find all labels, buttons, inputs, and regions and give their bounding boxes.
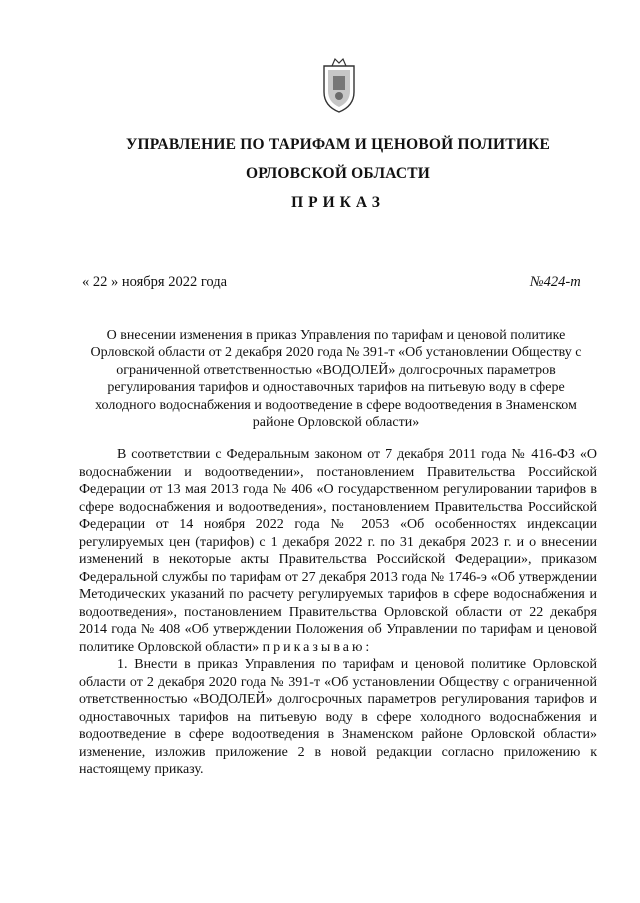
agency-name-line1: УПРАВЛЕНИЕ ПО ТАРИФАМ И ЦЕНОВОЙ ПОЛИТИКЕ bbox=[125, 136, 551, 153]
document-type: ПРИКАЗ bbox=[291, 194, 385, 211]
order-number: №424-т bbox=[530, 274, 581, 290]
item-1-paragraph: 1. Внести в приказ Управления по тарифам и ценовой политике Орловской области от 2 декабря 2020 года № 391-т «Об установлении Обществу с ограниченной ответственностью «ВОДОЛЕЙ» долгосрочных параметров регулирования тарифов и одноставочных тарифов на питьевую воду в сфере холодного водоснабжения и водоотведение в сфере водоотведения в Знаменском районе Орловской области» изменение, изложив приложение 2 в новой редакции согласно приложению к настоящему приказу. bbox=[79, 657, 597, 777]
order-body bbox=[79, 446, 597, 779]
coat-of-arms-icon bbox=[318, 56, 360, 114]
preamble-paragraph bbox=[79, 446, 597, 656]
agency-name-line2: ОРЛОВСКОЙ ОБЛАСТИ bbox=[245, 165, 431, 182]
order-date: « 22 » ноября 2022 года bbox=[82, 274, 228, 290]
preamble-text: В соответствии с Федеральным законом от 7 декабря 2011 года № 416-ФЗ «О водоснабжении и водоотведении», постановлением Правительства Российской Федерации от 13 мая 2013 года № 406 «О государственном регулировании тарифов в сфере водоснабжения и водоотведения», постановлением Правительства Российской Федерации от 14 ноября 2022 года № 2053 «Об особенностях индексации регулируемых цен (тарифов) с 1 декабря 2022 г. по 31 декабря 2023 г. и о внесении изменений в некоторые акты Правительства Российской Федерации», приказом Федеральной службы по тарифам от 27 декабря 2013 года № 1746-э «Об утверждении Методических указаний по расчету регулируемых тарифов в сфере водоснабжения и водоотведения», постановлением Правительства Орловской области от 22 декабря 2014 года № 408 «Об утверждении Положения об Управлении по тарифам и ценовой политике Орловской области» bbox=[79, 447, 597, 655]
order-word: приказываю: bbox=[262, 639, 373, 655]
order-title: О внесении изменения в приказ Управления по тарифам и ценовой политике Орловской области от 2 декабря 2020 года № 391-т «Об установлении Обществу с ограниченной ответственностью «ВОДОЛЕЙ» долгосрочных параметров регулирования тарифов и одноставочных тарифов на питьевую воду в сфере холодного водоснабжения и водоотведение в сфере водоотведения в Знаменском районе Орловской области» bbox=[90, 328, 582, 431]
